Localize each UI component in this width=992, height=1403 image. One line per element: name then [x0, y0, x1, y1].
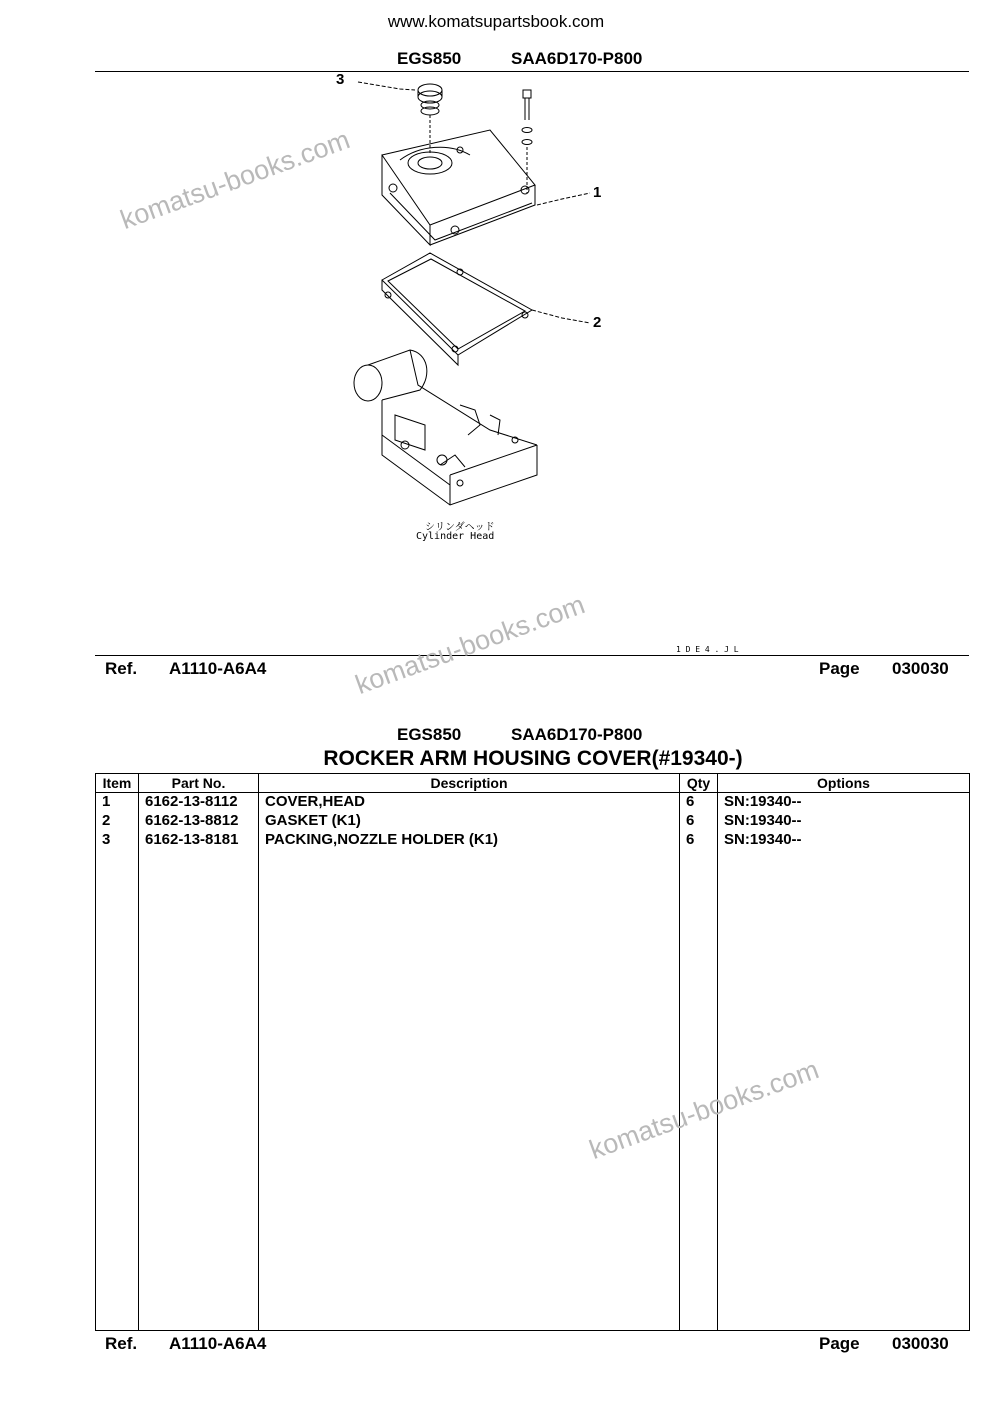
leader-line-3: [358, 82, 415, 90]
diagram-caption-en: Cylinder Head: [416, 531, 495, 542]
footer-rule-top: [95, 655, 969, 656]
options-cell: SN:19340--: [718, 793, 970, 813]
watermark-text: komatsu-books.com: [585, 1054, 823, 1166]
ref-label-bottom: Ref.: [105, 1334, 138, 1353]
callout-2: 2: [593, 314, 602, 331]
exploded-parts-diagram: [300, 75, 640, 675]
table-empty-space: [96, 850, 970, 1331]
qty-cell: 6: [680, 793, 718, 813]
parts-table: [95, 773, 970, 1331]
item-cell: 1: [96, 793, 139, 813]
part-no-cell: 6162-13-8112: [139, 793, 259, 813]
leader-line-2: [532, 310, 590, 323]
callout-1: 1: [593, 184, 602, 201]
cover-head-drawing: [382, 130, 535, 245]
table-header-row: [96, 774, 970, 793]
column-header-part-no: Part No.: [139, 774, 259, 793]
page-label-top: Page: [819, 659, 860, 678]
column-header-item: Item: [96, 774, 139, 793]
gasket-drawing: [382, 253, 532, 365]
column-header-options: Options: [718, 774, 970, 793]
options-cell: SN:19340--: [718, 812, 970, 831]
table-row: [96, 831, 970, 850]
table-row: [96, 793, 970, 813]
part-no-cell: 6162-13-8181: [139, 831, 259, 850]
packing-part-drawing: [418, 84, 442, 153]
model-label: EGS850: [397, 49, 462, 68]
header-rule: [95, 71, 969, 72]
item-cell: 3: [96, 831, 139, 850]
part-no-cell: 6162-13-8812: [139, 812, 259, 831]
page-label-bottom: Page: [819, 1334, 860, 1353]
leader-line-1: [537, 193, 590, 205]
description-cell: GASKET (K1): [259, 812, 680, 831]
callout-3: 3: [336, 71, 345, 88]
figure-code: 1 D E 4 . J L: [676, 645, 739, 654]
description-cell: COVER,HEAD: [259, 793, 680, 813]
qty-cell: 6: [680, 812, 718, 831]
ref-label-top: Ref.: [105, 659, 138, 678]
options-cell: SN:19340--: [718, 831, 970, 850]
parts-illustration: [300, 75, 640, 675]
bolt-drawing: [522, 90, 532, 193]
section-title: ROCKER ARM HOUSING COVER(#19340-): [323, 747, 743, 770]
column-header-qty: Qty: [680, 774, 718, 793]
model-label: EGS850: [397, 725, 462, 744]
engine-label: SAA6D170-P800: [511, 725, 643, 744]
watermark-text: komatsu-books.com: [116, 124, 354, 236]
table-row: [96, 812, 970, 831]
diagram-caption-jp: シリンダヘッド: [425, 522, 495, 533]
description-cell: PACKING,NOZZLE HOLDER (K1): [259, 831, 680, 850]
ref-code-top: A1110-A6A4: [169, 659, 267, 678]
cylinder-head-drawing: [354, 350, 537, 505]
ref-code-bottom: A1110-A6A4: [169, 1334, 267, 1353]
watermark-text: komatsu-books.com: [351, 589, 589, 701]
page-number-bottom: 030030: [892, 1334, 949, 1353]
qty-cell: 6: [680, 831, 718, 850]
page-number-top: 030030: [892, 659, 949, 678]
item-cell: 2: [96, 812, 139, 831]
engine-label: SAA6D170-P800: [511, 49, 643, 68]
column-header-description: Description: [259, 774, 680, 793]
website-url: www.komatsupartsbook.com: [387, 12, 605, 31]
